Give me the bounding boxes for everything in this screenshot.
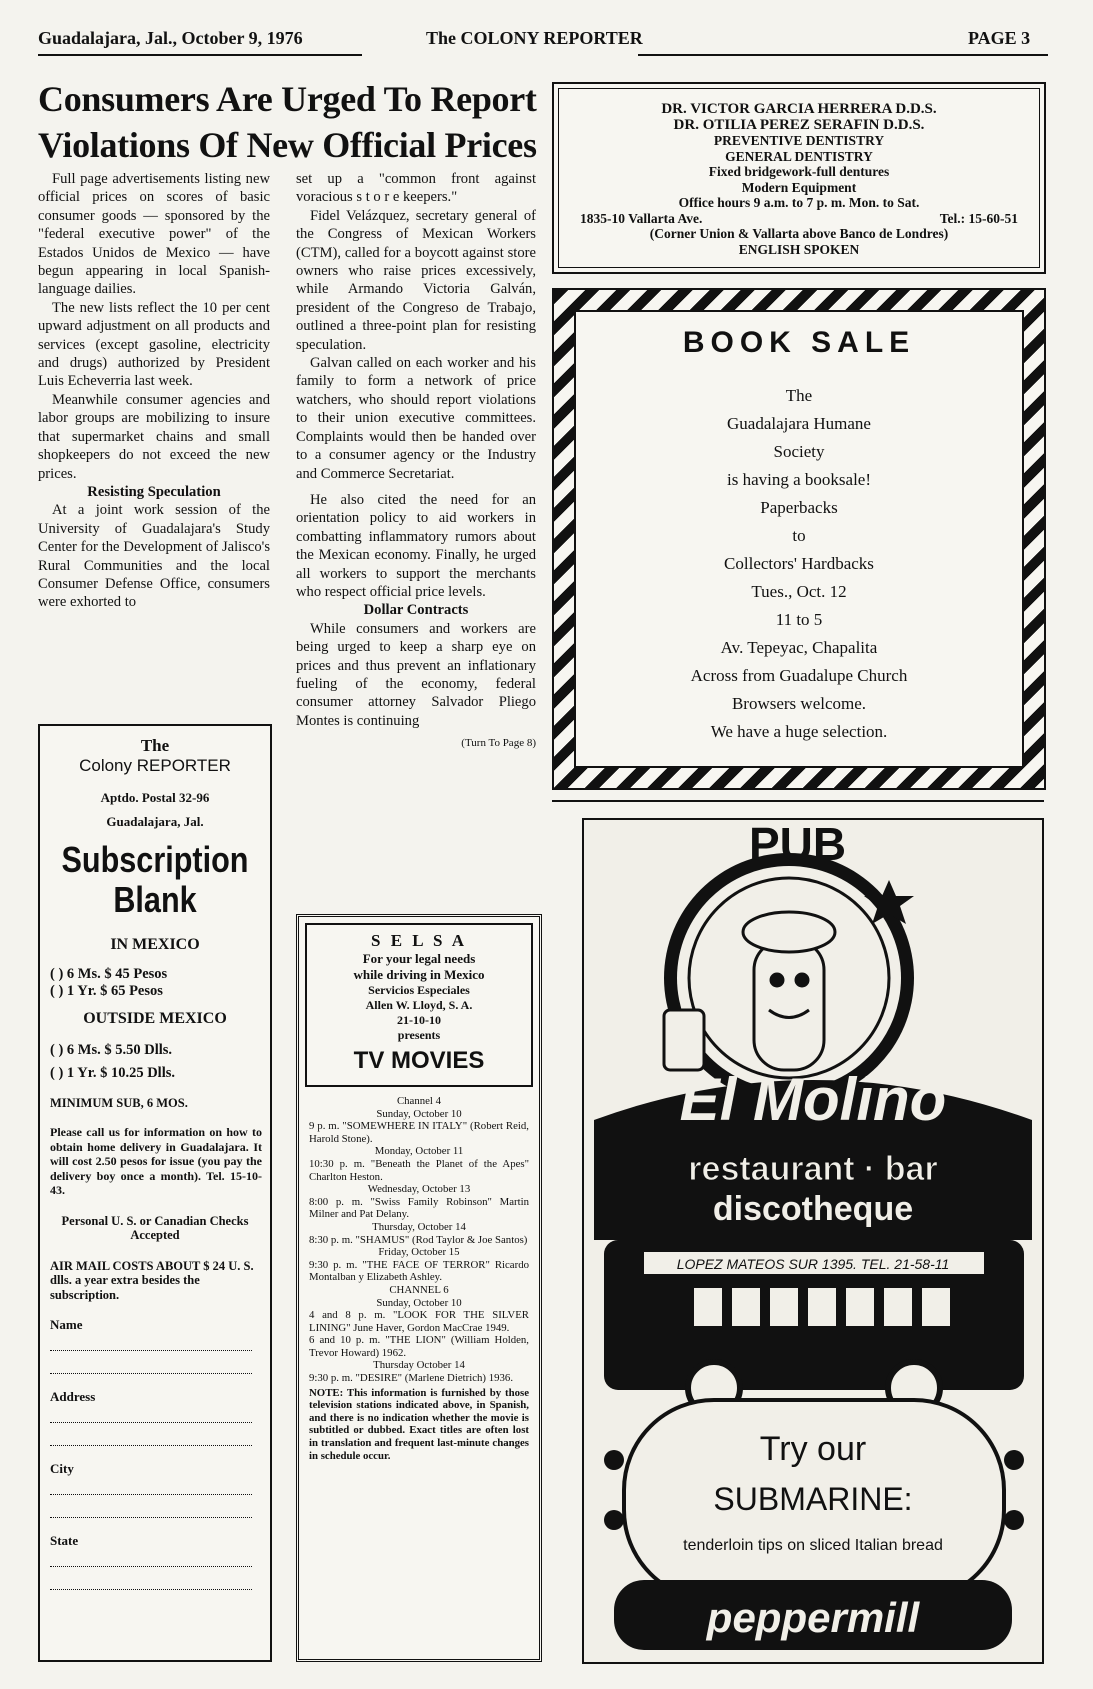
sub-minimum: MINIMUM SUB, 6 MOS. <box>50 1096 188 1110</box>
state-line[interactable] <box>50 1544 252 1567</box>
listing-item: 9 p. m. "SOMEWHERE IN ITALY" (Robert Reid, Harold Stone). <box>309 1120 529 1145</box>
pub-address: LOPEZ MATEOS SUR 1395. TEL. 21-58-11 <box>676 1256 950 1272</box>
pub-name: El Molino <box>679 1066 947 1133</box>
selsa-phone: 21-10-10 <box>397 1013 441 1027</box>
selsa-line: Servicios Especiales <box>368 983 470 997</box>
city-line-2[interactable] <box>50 1495 252 1518</box>
dentist-line: DR. VICTOR GARCIA HERRERA D.D.S. <box>661 101 937 117</box>
el-molino-ad <box>582 818 1044 1664</box>
book-sale-panel <box>574 310 1024 768</box>
listing-item: 9:30 p. m. "DESIRE" (Marlene Dietrich) 1936. <box>309 1372 514 1385</box>
subhead: Dollar Contracts <box>363 602 469 619</box>
name-label: Name <box>50 1317 83 1332</box>
sub-in-mexico: IN MEXICO <box>110 936 200 953</box>
dentist-line: Fixed bridgework-full dentures <box>708 164 890 179</box>
book-sale-line: to <box>792 526 806 545</box>
column-rule <box>552 800 1044 802</box>
listing-date: Wednesday, October 13 <box>367 1183 471 1196</box>
listing-item: 4 and 8 p. m. "LOOK FOR THE SILVER LINING" June Haver, Gordon MacCrae 1949. <box>309 1309 529 1334</box>
article-column-1 <box>38 170 270 612</box>
subhead: Resisting Speculation <box>87 483 221 500</box>
listing-item: 9:30 p. m. "THE FACE OF TERROR" Ricardo Montalban y Elizabeth Ashley. <box>309 1258 529 1284</box>
selsa-line: presents <box>397 1028 441 1042</box>
pub-try: Try our <box>759 1430 867 1468</box>
paper-name: The COLONY REPORTER <box>426 28 643 48</box>
tv-movies-box <box>296 914 542 1662</box>
pub-label: PUB <box>749 820 847 870</box>
selsa-line: while driving in Mexico <box>353 967 485 982</box>
book-sale-title: BOOK SALE <box>682 326 916 359</box>
dentist-line: DR. OTILIA PEREZ SERAFIN D.D.S. <box>673 116 925 133</box>
listing-date: Sunday, October 10 <box>376 1107 462 1120</box>
article-paragraph: He also cited the need for an orientation policy to aid workers in combatting inflammatory rumors about the Mexican economy. Finally, he urged all workers to support the merchants who respect official price levels. <box>296 491 536 600</box>
pub-brand: peppermill <box>706 1594 920 1641</box>
article-column-2 <box>296 170 536 753</box>
article-paragraph: The new lists reflect the 10 per cent upward adjustment on all products and services (except gasoline, electricity and drugs) authorized by President Luis Echeverria last week. <box>38 299 270 390</box>
selsa-title: S E L S A <box>371 931 467 950</box>
sub-title: Blank <box>113 879 197 920</box>
article-paragraph: While consumers and workers are being urged to keep a sharp eye on prices and thus prevent an inflationary fueling of the economy, federal consumer attorney Salvador Pliego Montes is continuing <box>296 620 536 729</box>
headline: Consumers Are Urged To Report Violations Of New Official Prices <box>38 79 537 165</box>
city-field[interactable] <box>50 1460 252 1518</box>
selsa-ad <box>305 923 533 1087</box>
listing-date: Thursday October 14 <box>373 1359 465 1372</box>
pub-line: discotheque <box>712 1190 914 1228</box>
pub-desc: tenderloin tips on sliced Italian bread <box>683 1537 943 1554</box>
book-sale-line: Across from Guadalupe Church <box>690 666 908 685</box>
dateline: Guadalajara, Jal., October 9, 1976 <box>38 28 303 48</box>
article-paragraph: Full page advertisements listing new official prices on scores of basic consumer goods — sponsored by the "federal executive power" of the Estados Unidos de Mexico — have begun appearing in local Spanish-language dailies. <box>38 171 270 298</box>
sub-option[interactable]: ( ) 6 Ms. $ 5.50 Dlls. <box>50 1042 173 1058</box>
dentist-line: Office hours 9 a.m. to 7 p. m. Mon. to Sat. <box>678 195 920 210</box>
dentist-line: Modern Equipment <box>741 179 857 195</box>
listing-item: 10:30 p. m. "Beneath the Planet of the Apes" Charlton Heston. <box>309 1157 529 1183</box>
pub-line: restaurant · bar <box>688 1150 938 1188</box>
book-sale-line: 11 to 5 <box>775 610 823 629</box>
selsa-line: For your legal needs <box>362 951 476 966</box>
listing-item: 6 and 10 p. m. "THE LION" (William Holden, Trevor Howard) 1962. <box>309 1334 529 1359</box>
article-paragraph: Fidel Velázquez, secretary general of the Congress of Mexican Workers (CTM), called for a boycott against store owners who raise prices excessively, while Armando Victoria Galván, president of the Congreso de Trabajo, outlined a three-point plan for resisting speculation. <box>296 207 536 353</box>
listing-item: 8:00 p. m. "Swiss Family Robinson" Martin Milner and Pat Delany. <box>309 1195 529 1221</box>
pub-illustration <box>584 820 1042 1662</box>
jump-line: (Turn To Page 8) <box>461 737 536 750</box>
dentist-ad <box>552 82 1046 274</box>
tv-note: NOTE: This information is furnished by those television stations indicated above, in Spanish, and there is no indication whether the movie is subtitled or dubbed. Exact titles are often lost in translation and frequent last-minute changes in schedule occur. <box>309 1386 529 1462</box>
city-line[interactable] <box>50 1472 252 1495</box>
sub-checks: Personal U. S. or Canadian Checks Accepted <box>61 1213 249 1242</box>
address-field[interactable] <box>50 1388 252 1446</box>
masthead-rule-right <box>638 54 1048 56</box>
sub-option[interactable]: ( ) 1 Yr. $ 65 Pesos <box>50 983 163 999</box>
sub-paper: Colony REPORTER <box>79 756 231 775</box>
page-number: PAGE 3 <box>968 28 1031 48</box>
article-paragraph: set up a "common front against voracious s t o r e keepers." <box>296 171 536 206</box>
sub-outside: OUTSIDE MEXICO <box>83 1010 227 1027</box>
book-sale-body <box>576 382 1022 746</box>
address-label: Address <box>50 1389 96 1404</box>
book-sale-line: Guadalajara Humane <box>727 414 871 433</box>
sub-the: The <box>140 736 170 755</box>
book-sale-line: The <box>785 386 813 405</box>
book-sale-line: Av. Tepeyac, Chapalita <box>720 638 878 657</box>
dentist-line: ENGLISH SPOKEN <box>738 241 860 257</box>
state-label: State <box>50 1533 79 1548</box>
book-sale-line: is having a booksale! <box>727 470 871 489</box>
listing-date: Sunday, October 10 <box>376 1296 462 1309</box>
book-sale-line: Tues., Oct. 12 <box>751 582 847 601</box>
city-label: City <box>50 1461 74 1476</box>
channel-heading: Channel 4 <box>396 1095 442 1107</box>
listing-date: Monday, October 11 <box>374 1145 464 1158</box>
article-paragraph: Meanwhile consumer agencies and labor groups are mobilizing to insure that supermarket chains and small shopkeepers do not exceed the new prices. <box>38 391 270 482</box>
book-sale-line: Collectors' Hardbacks <box>724 554 874 573</box>
sub-city: Guadalajara, Jal. <box>106 814 204 829</box>
listing-date: Friday, October 15 <box>378 1246 460 1259</box>
channel-heading: CHANNEL 6 <box>389 1283 449 1296</box>
sub-address: Aptdo. Postal 32-96 <box>100 790 210 805</box>
listing-date: Thursday, October 14 <box>372 1220 466 1233</box>
address-line-2[interactable] <box>50 1423 252 1446</box>
sub-option[interactable]: ( ) 1 Yr. $ 10.25 Dlls. <box>50 1065 175 1081</box>
article-paragraph: At a joint work session of the University of Guadalajara's Study Center for the Development of Jalisco's Rural Communities and the local Consumer Defense Office, consumers were exhorted to <box>38 502 270 611</box>
name-field[interactable] <box>50 1316 252 1374</box>
sub-option[interactable]: ( ) 6 Ms. $ 45 Pesos <box>50 966 168 982</box>
subscription-blank <box>38 724 272 1662</box>
book-sale-line: Paperbacks <box>760 498 838 517</box>
masthead-rule-left <box>38 54 362 56</box>
name-line-2[interactable] <box>50 1351 252 1374</box>
dentist-address: 1835-10 Vallarta Ave. <box>580 210 703 226</box>
state-field[interactable] <box>50 1532 252 1590</box>
dentist-line: PREVENTIVE DENTISTRY <box>713 133 885 148</box>
state-line-2[interactable] <box>50 1567 252 1590</box>
sub-info: Please call us for information on how to obtain home delivery in Guadalajara. It will cost 2.50 pesos for issue (you pay the delivery boy once a month). Tel. 15-10-43. <box>50 1125 262 1197</box>
sub-airmail: AIR MAIL COSTS ABOUT $ 24 U. S. dlls. a year extra besides the subscription. <box>50 1258 254 1302</box>
tv-movies-title: TV MOVIES <box>353 1047 485 1074</box>
dentist-line: (Corner Union & Vallarta above Banco de Londres) <box>649 226 949 241</box>
sub-title: Subscription <box>61 839 249 880</box>
masthead <box>38 28 1048 54</box>
tv-listings <box>299 1093 539 1464</box>
book-sale-line: Browsers welcome. <box>731 694 867 713</box>
dentist-phone: Tel.: 15-60-51 <box>939 210 1018 226</box>
book-sale-line: Society <box>773 442 825 461</box>
book-sale-ad <box>552 288 1046 790</box>
article-paragraph: Galvan called on each worker and his family to form a network of price watchers, who should report violations to their union executive committees. Complaints would then be handed over to a consumer agency or the Industry and Commerce Secretariat. <box>296 355 536 482</box>
book-sale-line: We have a huge selection. <box>710 722 888 741</box>
listing-item: 8:30 p. m. "SHAMUS" (Rod Taylor & Joe Santos) <box>309 1233 528 1246</box>
selsa-line: Allen W. Lloyd, S. A. <box>365 998 473 1012</box>
pub-submarine: SUBMARINE: <box>713 1481 913 1517</box>
dentist-line: GENERAL DENTISTRY <box>725 148 873 164</box>
